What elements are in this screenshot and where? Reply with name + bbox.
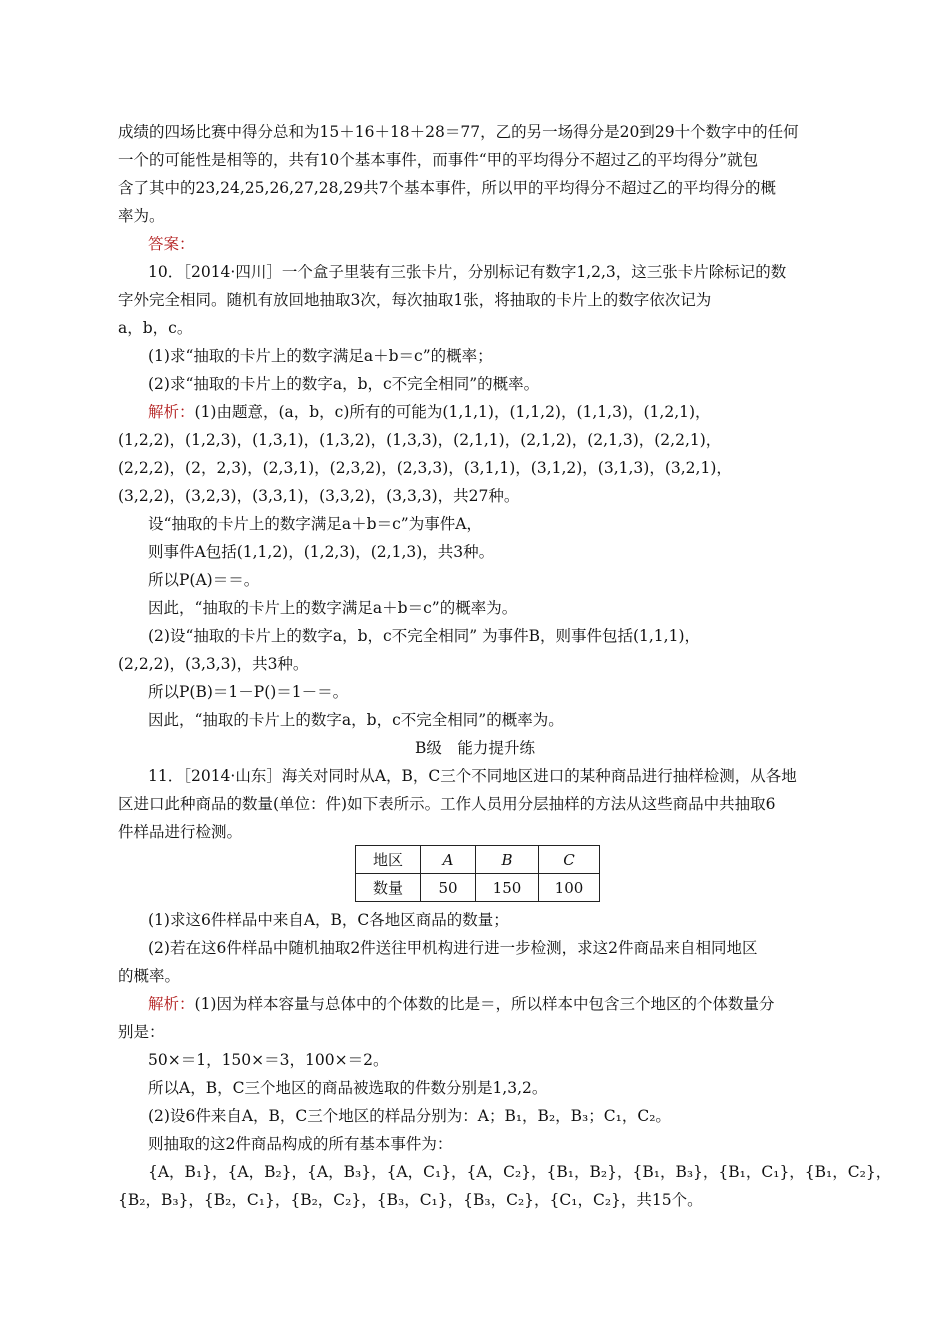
text-line: (2)设“抽取的卡片上的数字a，b，c不完全相同” 为事件B，则事件包括(1,1,1)， xyxy=(148,627,701,645)
text-line: 别是： xyxy=(118,1023,165,1041)
text-line: {A，B₁}，{A，B₂}，{A，B₃}，{A，C₁}，{A，C₂}，{B₁，B₂}，{B₁，B₃}，{B₁，C₁}，{B₁，C₂}， xyxy=(148,1163,892,1181)
text-line: {B₂，B₃}，{B₂，C₁}，{B₂，C₂}，{B₃，C₁}，{B₃，C₂}，{C₁，C₂}，共15个。 xyxy=(118,1191,703,1209)
table-cell: 50 xyxy=(421,874,476,902)
question-10: 10．［2014·四川］一个盒子里装有三张卡片，分别标记有数字1,2,3，这三张卡片除标记的数 xyxy=(148,263,787,281)
text-line: 含了其中的23,24,25,26,27,28,29共7个基本事件，所以甲的平均得分不超过乙的平均得分的概 xyxy=(118,179,776,197)
text-line: (3,2,2)，(3,2,3)，(3,3,1)，(3,3,2)，(3,3,3)，共27种。 xyxy=(118,487,520,505)
text-line: 所以P(B)＝1－P()＝1－＝。 xyxy=(148,683,349,701)
text-line: 一个的可能性是相等的，共有10个基本事件，而事件“甲的平均得分不超过乙的平均得分”就包 xyxy=(118,151,759,169)
text-line: 所以P(A)＝＝。 xyxy=(148,571,260,589)
section-heading: B级 能力提升练 xyxy=(415,739,535,757)
text-line: 率为。 xyxy=(118,207,165,225)
table-cell: 150 xyxy=(476,874,539,902)
text-line: (1,2,2)，(1,2,3)，(1,3,1)，(1,3,2)，(1,3,3)，(2,1,1)，(2,1,2)，(2,1,3)，(2,2,1)， xyxy=(118,431,722,449)
text-line: 设“抽取的卡片上的数字满足a＋b＝c”为事件A， xyxy=(148,515,482,533)
text-line: 区进口此种商品的数量(单位：件)如下表所示。工作人员用分层抽样的方法从这些商品中共抽取6 xyxy=(118,795,776,813)
table-cell: A xyxy=(421,846,476,874)
text-line: 成绩的四场比赛中得分总和为15＋16＋18＋28＝77，乙的另一场得分是20到29十个数字中的任何 xyxy=(118,123,799,141)
table-cell: 地区 xyxy=(356,846,421,874)
subquestion-1: (1)求“抽取的卡片上的数字满足a＋b＝c”的概率； xyxy=(148,347,493,365)
text-line: 50×＝1，150×＝3，100×＝2。 xyxy=(148,1051,389,1069)
table-cell: B xyxy=(476,846,539,874)
table-cell: 100 xyxy=(539,874,600,902)
text-line: 则抽取的这2件商品构成的所有基本事件为： xyxy=(148,1135,453,1153)
text-line: (2,2,2)，(3,3,3)，共3种。 xyxy=(118,655,309,673)
table-row xyxy=(356,874,600,902)
solution-text: (1)因为样本容量与总体中的个体数的比是＝，所以样本中包含三个地区的个体数量分 xyxy=(194,995,775,1013)
data-table xyxy=(355,845,600,902)
text-line: a，b，c。 xyxy=(118,319,193,337)
answer-label: 答案： xyxy=(148,235,195,253)
text-line: 因此，“抽取的卡片上的数字a，b，c不完全相同”的概率为。 xyxy=(148,711,564,729)
solution-text: (1)由题意，(a，b，c)所有的可能为(1,1,1)，(1,1,2)，(1,1,3)，(1,2,1)， xyxy=(194,403,711,421)
text-line: 的概率。 xyxy=(118,967,181,985)
table-cell: C xyxy=(539,846,600,874)
subquestion-2: (2)求“抽取的卡片上的数字a，b，c不完全相同”的概率。 xyxy=(148,375,540,393)
solution-label: 解析： xyxy=(148,403,195,421)
text-line: (2)设6件来自A，B，C三个地区的样品分别为：A；B₁，B₂，B₃；C₁，C₂。 xyxy=(148,1107,671,1125)
question-11: 11．［2014·山东］海关对同时从A，B，C三个不同地区进口的某种商品进行抽样检测，从各地 xyxy=(148,767,797,785)
text-line: 件样品进行检测。 xyxy=(118,823,243,841)
text-line: (2,2,2)，(2，2,3)，(2,3,1)，(2,3,2)，(2,3,3)，(3,1,1)，(3,1,2)，(3,1,3)，(3,2,1)， xyxy=(118,459,732,477)
text-line: 则事件A包括(1,1,2)，(1,2,3)，(2,1,3)，共3种。 xyxy=(148,543,495,561)
solution-line xyxy=(148,402,838,422)
table-cell: 数量 xyxy=(356,874,421,902)
subquestion-2: (2)若在这6件样品中随机抽取2件送往甲机构进行进一步检测，求这2件商品来自相同地区 xyxy=(148,939,758,957)
table-header-row xyxy=(356,846,600,874)
solution-line xyxy=(148,994,838,1014)
text-line: 字外完全相同。随机有放回地抽取3次，每次抽取1张，将抽取的卡片上的数字依次记为 xyxy=(118,291,712,309)
text-line: 因此，“抽取的卡片上的数字满足a＋b＝c”的概率为。 xyxy=(148,599,518,617)
subquestion-1: (1)求这6件样品中来自A，B，C各地区商品的数量； xyxy=(148,911,509,929)
solution-label: 解析： xyxy=(148,995,195,1013)
text-line: 所以A，B，C三个地区的商品被选取的件数分别是1,3,2。 xyxy=(148,1079,548,1097)
